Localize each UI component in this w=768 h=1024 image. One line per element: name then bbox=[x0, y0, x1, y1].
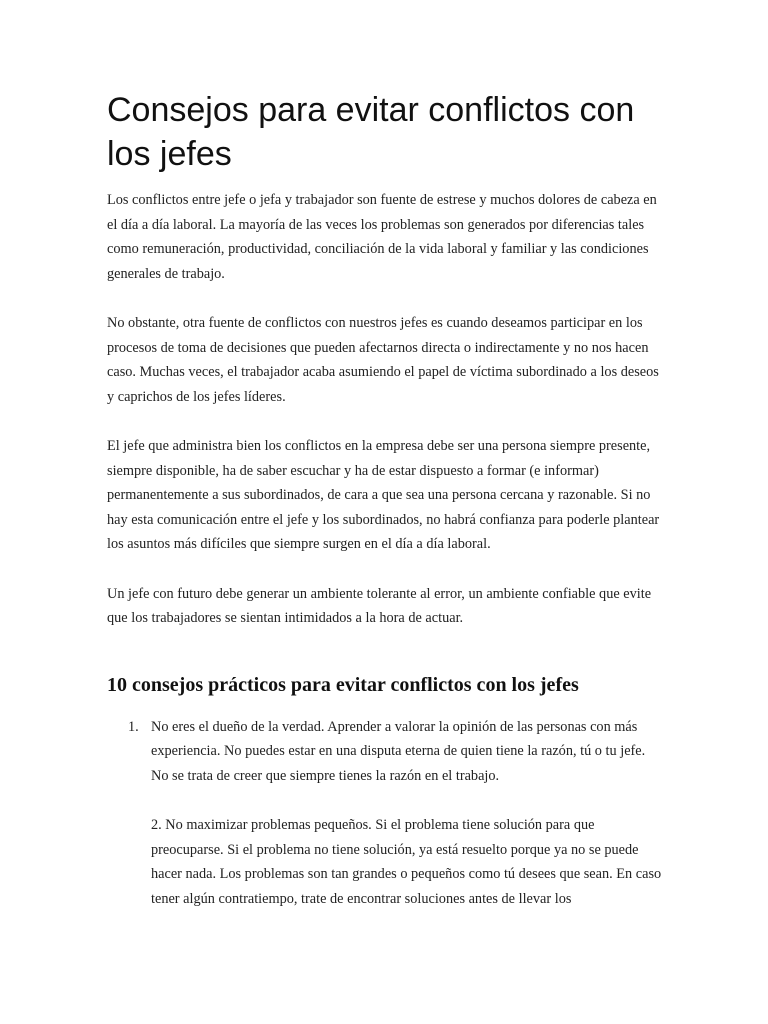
paragraph-future-boss: Un jefe con futuro debe generar un ambiente tolerante al error, un ambiente confiable que evite que los trabajadores se sientan intimidados a la hora de actuar. bbox=[107, 585, 652, 627]
list-item bbox=[107, 715, 662, 912]
paragraph-decisions: No obstante, otra fuente de conflictos con nuestros jefes es cuando deseamos participar en los procesos de toma de decisiones que pueden afectarnos directa o indirectamente y no nos hacen caso. Muchas veces, el trabajador acaba asumiendo el papel de víctima subordinado a los deseos y caprichos de los jefes líderes. bbox=[107, 314, 659, 405]
paragraph-intro: Los conflictos entre jefe o jefa y trabajador son fuente de estrese y muchos dolores de cabeza en el día a día laboral. La mayoría de las veces los problemas son generados por diferencias tales como remuneración, productividad, conciliación de la vida laboral y familiar y las condiciones generales de trabajo. bbox=[107, 192, 657, 282]
document-title: Consejos para evitar conflictos con los jefes bbox=[107, 91, 635, 173]
list-item-number: 1. bbox=[128, 718, 139, 735]
list-item-text-1: No eres el dueño de la verdad. Aprender a valorar la opinión de las personas con más experiencia. No puedes estar en una disputa eterna de quien tiene la razón, tú o tu jefe. No se trata de creer que siempre tienes la razón en el trabajo. bbox=[151, 718, 646, 784]
list-item-text-2: 2. No maximizar problemas pequeños. Si el problema tiene solución para que preocuparse. Si el problema no tiene solución, ya está resuelto porque ya no se puede hacer nada. Los problemas son tan grandes o pequeños como tú desees que sean. En caso tener algún contratiempo, trate de encontrar soluciones antes de llevar los bbox=[151, 817, 662, 907]
document-page bbox=[107, 88, 662, 936]
section-heading: 10 consejos prácticos para evitar conflictos con los jefes bbox=[107, 673, 579, 696]
tips-list bbox=[107, 715, 662, 912]
paragraph-good-boss: El jefe que administra bien los conflictos en la empresa debe ser una persona siempre presente, siempre disponible, ha de saber escuchar y ha de estar dispuesto a formar (e informar) permanentemente a sus subordinados, de cara a que sea una persona cercana y razonable. Si no hay esta comunicación entre el jefe y los subordinados, no habrá confianza para poderle plantear los asuntos más difíciles que siempre surgen en el día a día laboral. bbox=[107, 437, 660, 553]
